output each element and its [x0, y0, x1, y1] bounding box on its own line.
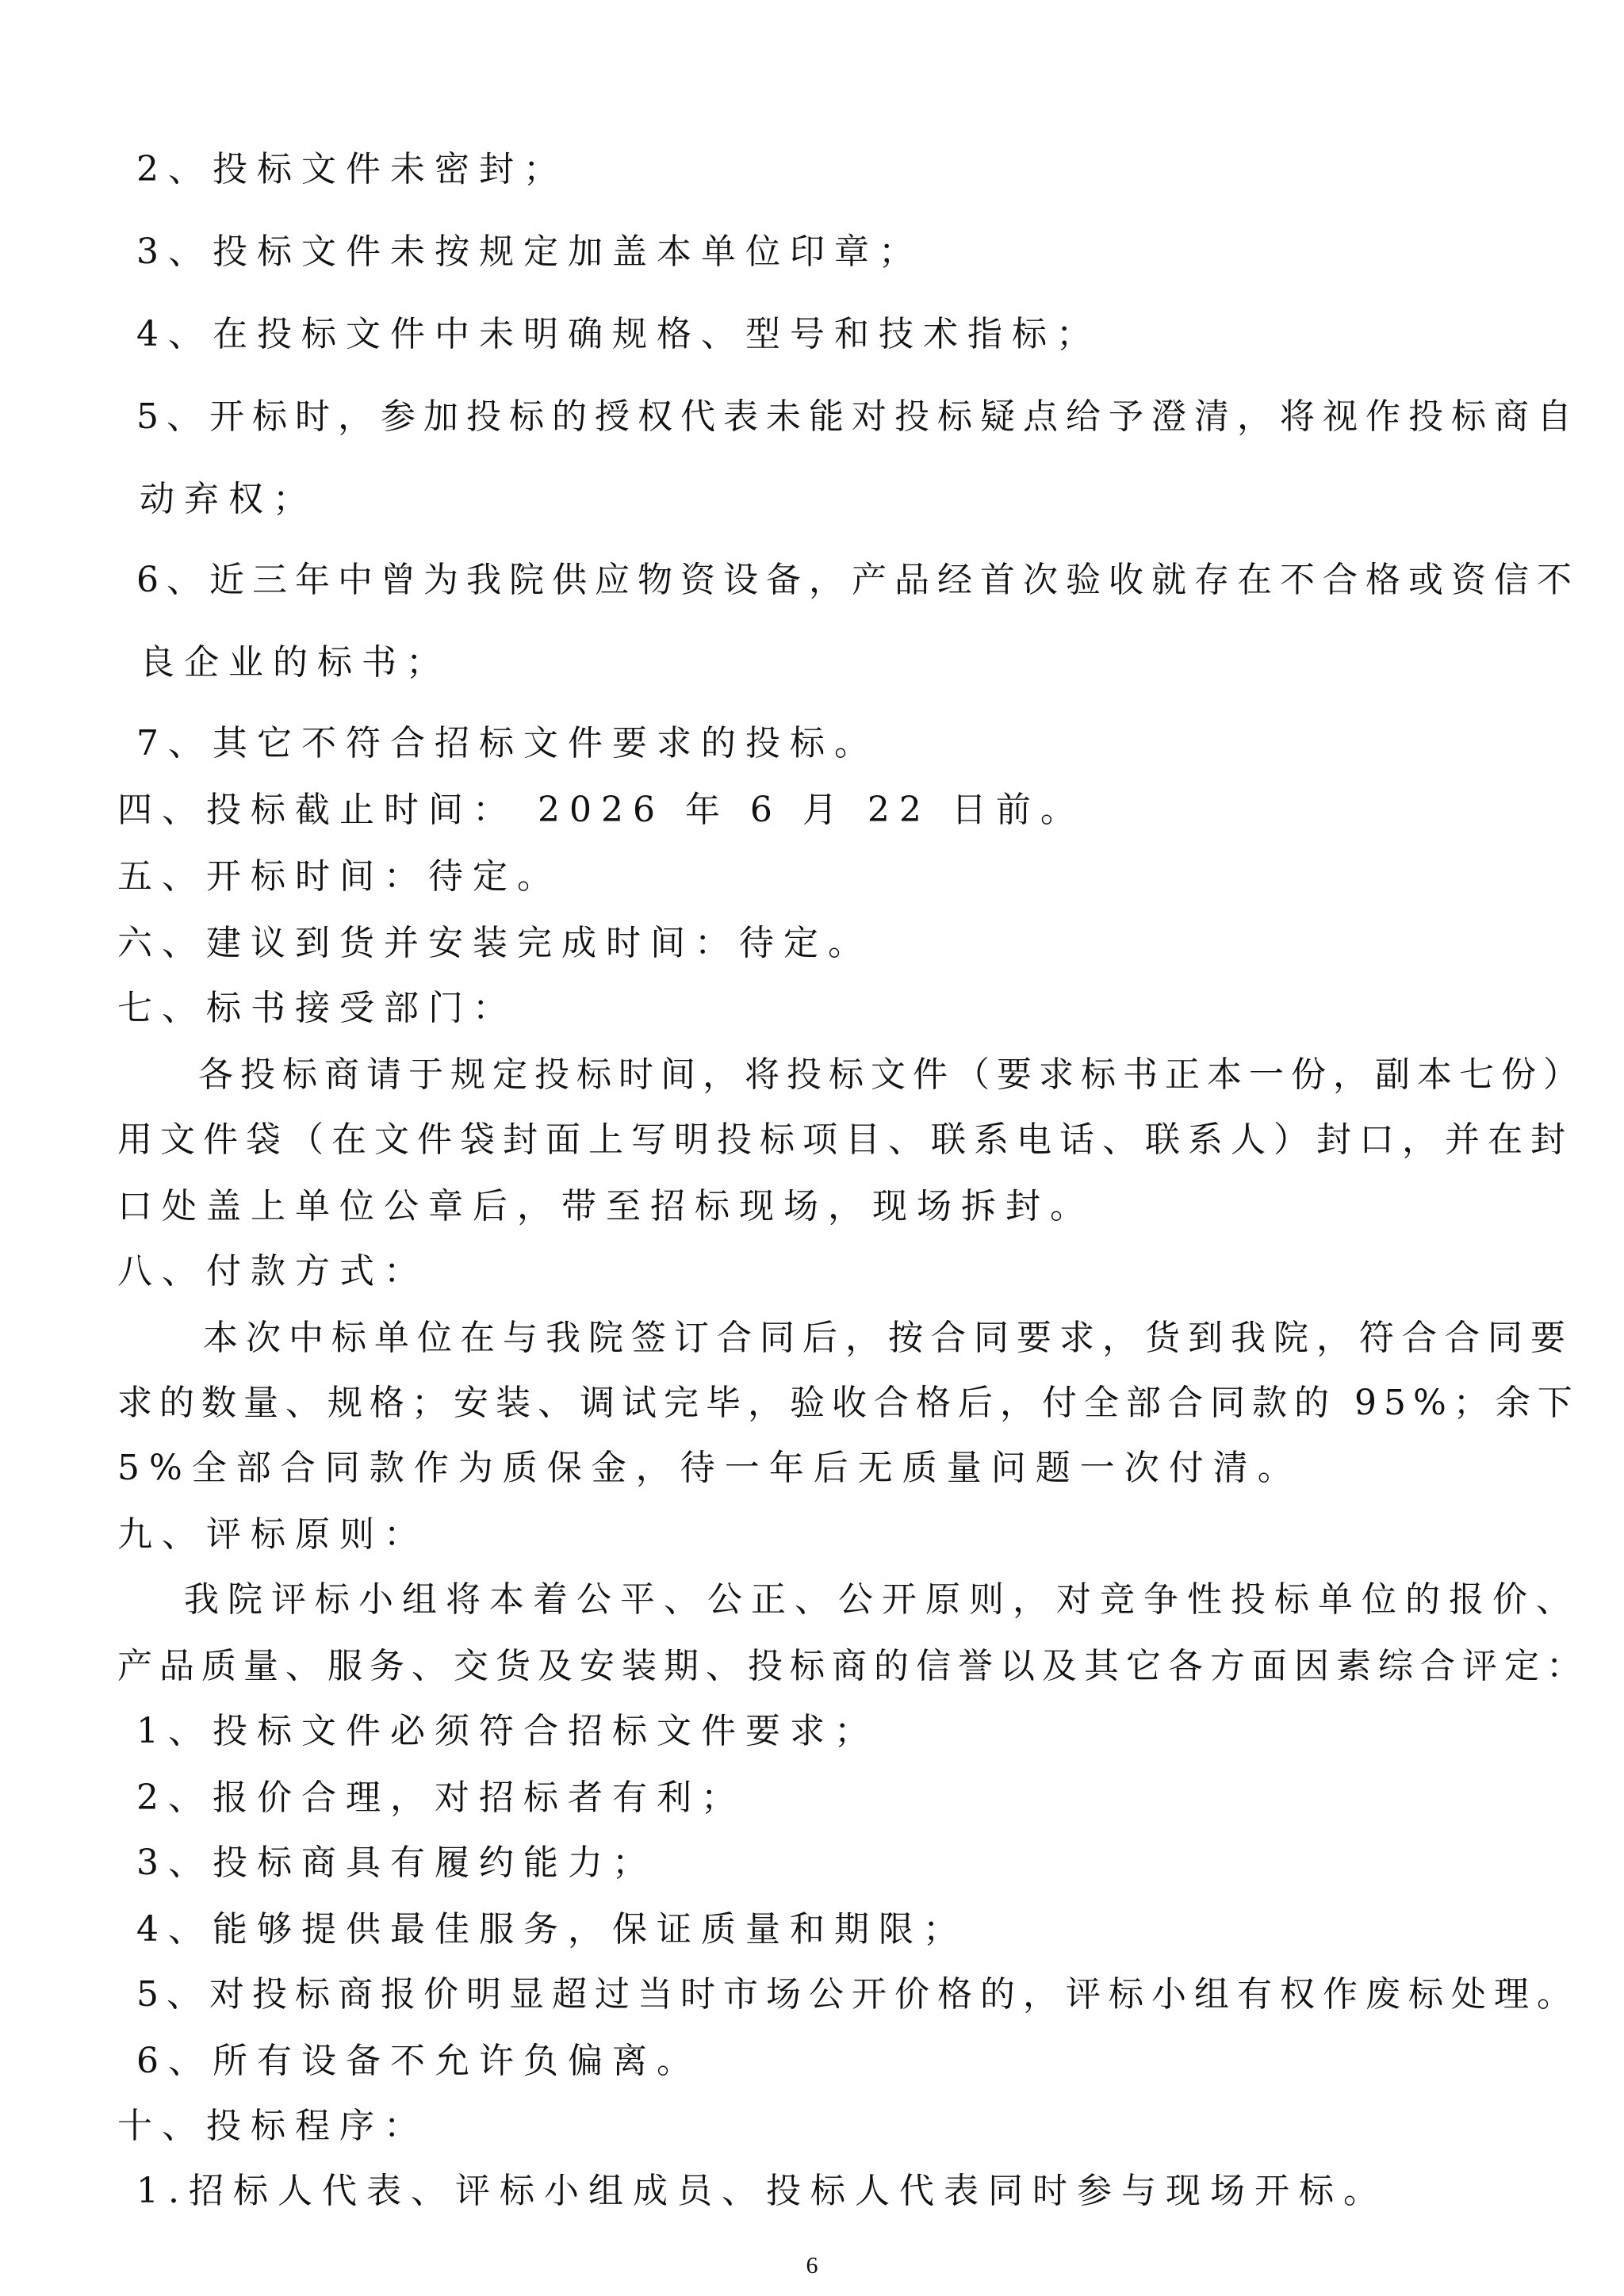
paragraph-line: 口处盖上单位公章后，带至招标现场，现场拆封。 [117, 1186, 1094, 1226]
criteria-item-4: 4、能够提供最佳服务，保证质量和期限； [136, 1909, 967, 1950]
section-heading-7: 七、标书接受部门： [117, 988, 517, 1028]
paragraph-line: 产品质量、服务、交货及安装期、投标商的信誉以及其它各方面因素综合评定： [117, 1646, 1588, 1686]
section-heading-5: 五、开标时间：待定。 [117, 856, 561, 897]
criteria-item-1: 1、投标文件必须符合招标文件要求； [136, 1711, 879, 1751]
list-item-7: 7、其它不符合招标文件要求的投标。 [136, 723, 879, 763]
paragraph-line: 本次中标单位在与我院签订合同后，按合同要求，货到我院，符合合同要 [203, 1318, 1573, 1358]
section-heading-8: 八、付款方式： [117, 1251, 428, 1292]
list-item-2: 2、投标文件未密封； [136, 149, 568, 189]
list-item-3: 3、投标文件未按规定加盖本单位印章； [136, 232, 923, 272]
criteria-item-2: 2、报价合理，对招标者有利； [136, 1777, 745, 1818]
paragraph-line: 各投标商请于规定投标时间，将投标文件（要求标书正本一份，副本七份） [198, 1054, 1585, 1095]
list-item-5-continued: 动弃权； [140, 479, 317, 519]
paragraph-line: 5%全部合同款作为质保金，待一年后无质量问题一次付清。 [117, 1448, 1302, 1488]
criteria-item-6: 6、所有设备不允许负偏离。 [136, 2041, 701, 2081]
paragraph-line: 求的数量、规格；安装、调试完毕，验收合格后，付全部合同款的 95%；余下 [117, 1383, 1580, 1423]
list-item-5: 5、开标时，参加投标的授权代表未能对投标疑点给予澄清，将视作投标商自 [136, 396, 1580, 437]
procedure-item-1: 1.招标人代表、评标小组成员、投标人代表同时参与现场开标。 [136, 2171, 1388, 2211]
paragraph-line: 用文件袋（在文件袋封面上写明投标项目、联系电话、联系人）封口，并在封 [117, 1119, 1573, 1160]
list-item-6-continued: 良企业的标书； [140, 642, 450, 683]
section-heading-4: 四、投标截止时间： 2026 年 6 月 22 日前。 [117, 790, 1085, 830]
list-item-4: 4、在投标文件中未明确规格、型号和技术指标； [136, 314, 1101, 354]
section-heading-10: 十、投标程序： [117, 2106, 428, 2146]
list-item-6: 6、近三年中曾为我院供应物资设备，产品经首次验收就存在不合格或资信不 [136, 560, 1580, 600]
section-heading-9: 九、评标原则： [117, 1514, 428, 1555]
criteria-item-5: 5、对投标商报价明显超过当时市场公开价格的，评标小组有权作废标处理。 [136, 1974, 1580, 2015]
section-heading-6: 六、建议到货并安装完成时间：待定。 [117, 923, 872, 963]
paragraph-line: 我院评标小组将本着公平、公正、公开原则，对竞争性投标单位的报价、 [184, 1579, 1580, 1620]
criteria-item-3: 3、投标商具有履约能力； [136, 1843, 657, 1883]
page-number: 6 [806, 2252, 818, 2279]
